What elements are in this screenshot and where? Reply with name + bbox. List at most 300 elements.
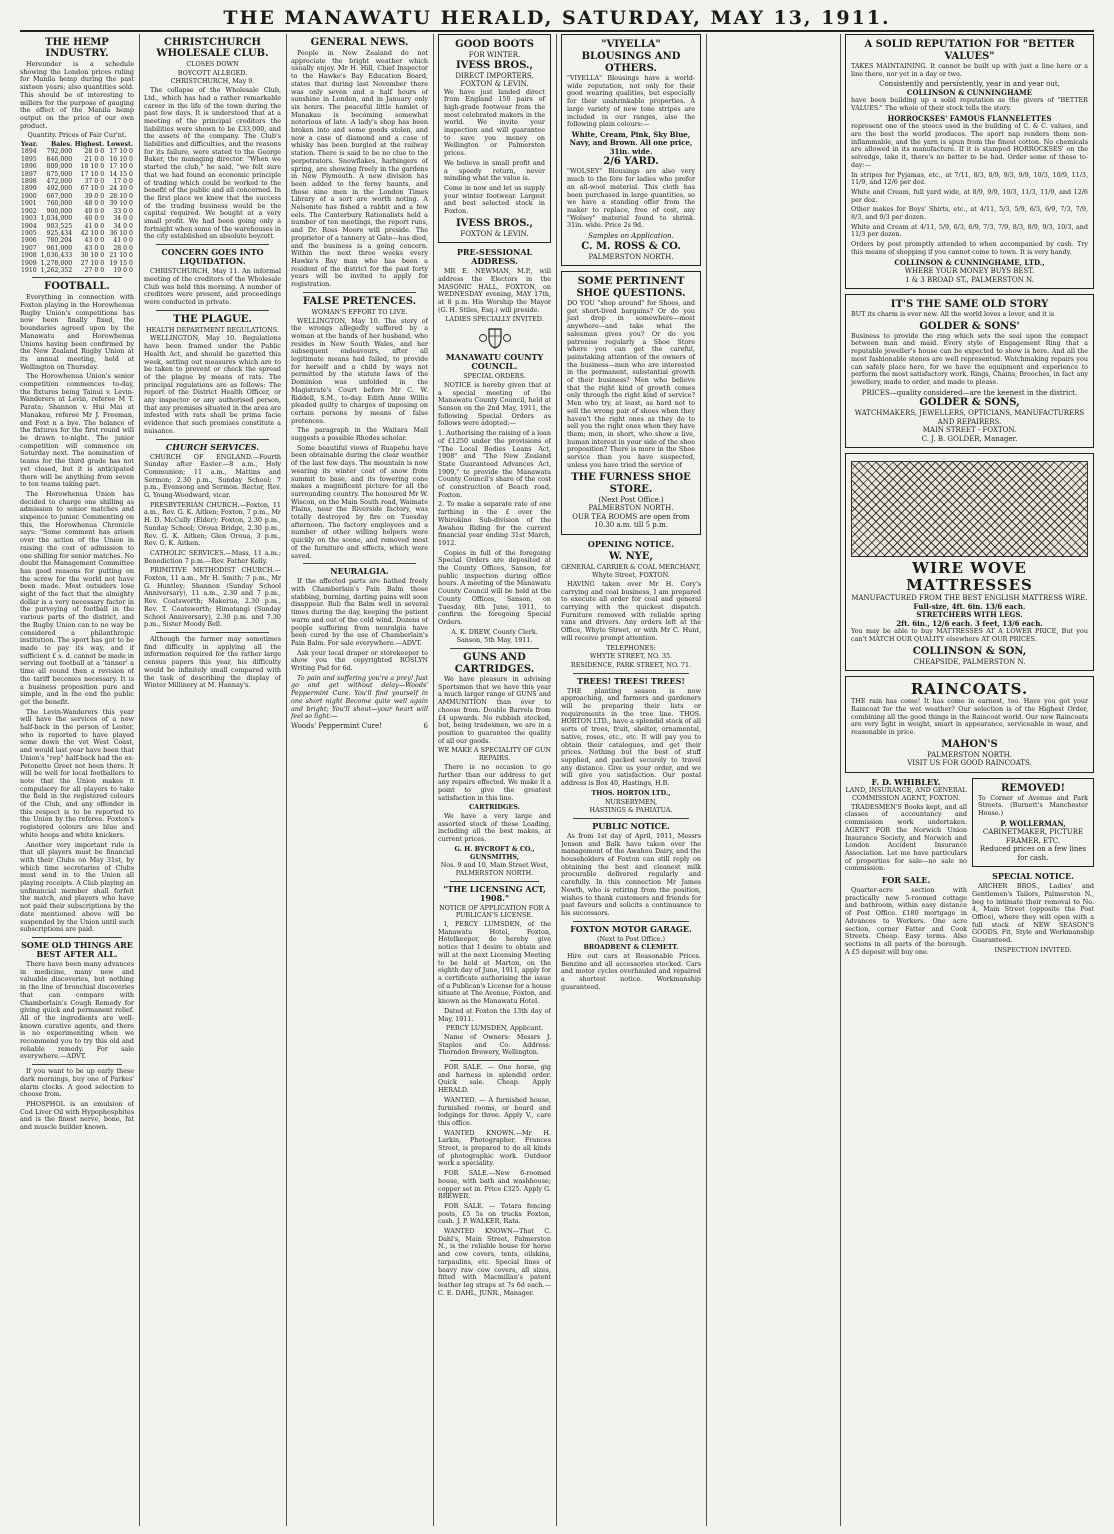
hemp-intro: Hereunder is a schedule showing the London prices ruling for Manila hemp during the past sixteen years; also quantities sold. This should be of interesting to millers for the purpose of gauging the effect of the Manila hemp output on the price of our own product. [20, 60, 134, 130]
football-para: The Horowhenua Union's senior competition commences to-day, the fixtures being Tainui v. Levin-Wanderers at Levin, referee M T. Parata; Shannon v. Hui Mai at Manakau, referee Mr J. Freeman, and Foxt n a bye. The balance of the fixtures for the first round will be drawn to-night. The junior competition will commence on Saturday next. The nomination of teams for the third grade has not yet closed, but it is anticipated there will be anything from seven to ten teams taking part. [20, 372, 134, 489]
removed-heading: REMOVED! [1001, 782, 1065, 794]
alarm-clock-notice: If you want to be up early these dark mornings, buy one of Parkes' alarm clocks. A good selection to choose from. [20, 1067, 134, 1099]
flannelettes-price-list [851, 172, 1088, 240]
general-news-body-2: Some beautiful views of Ruapehu have been obtainable during the clear weather of the last few days. The mountain is now wearing its winter coat of snow from summit to base, and its towering cone makes a magnificent picture for all the surrounding country. The honoured Mr W. Wiscon, on the Main South road, Waimate Plains, near the Riverside factory, was totally destroyed by fire on Tuesday afternoon. The factory employees and a number of other willing helpers were quickly on the scene, and removed most of the furniture and effects, which were saved. [291, 443, 428, 560]
divider [450, 648, 539, 649]
opening-notice-heading: OPENING NOTICE. [587, 538, 675, 549]
trees-body: THE planting season is now approaching, and farmers and gardeners will be preparing their lists or requirements in the tree line. THOS. HORTON LTD., have a splendid stock of all sorts of trees, fruit, shelter, ornamental, native, roses, etc., etc. It will pay you to obtain their catalogues, and get their prices. Nothing but the best of stuff supplied, and packed securely to travel any distance. Give us your order, and we will give you satisfaction. Our postal address is Box 40, Hastings, H.B. [561, 686, 701, 788]
wire-price: Full-size, 4ft. 6in. 13/6 each. [913, 601, 1026, 611]
table-cell: 39 10 0 [109, 200, 133, 208]
false-pretences-heading: FALSE PRETENCES. [302, 295, 417, 307]
for-sale-heading: FOR SALE. [881, 875, 931, 886]
licensing-date: Dated at Foxton the 13th day of May, 1911. [438, 1006, 551, 1023]
table-cell: 903,525 [46, 222, 73, 230]
wollerman-name: P. WOLLERMAN, [1000, 818, 1066, 828]
golder-subhead: WATCHMAKERS, JEWELLERS, OPTICIANS, MANUFACTURERS AND REPAIRERS. [854, 409, 1085, 426]
ross-location: PALMERSTON NORTH. [588, 252, 674, 261]
bottom-ads-row [845, 778, 1094, 959]
general-news-heading: GENERAL NEWS. [310, 37, 409, 48]
column-rule [139, 34, 140, 1526]
old-story-heading: IT'S THE SAME OLD STORY [890, 299, 1049, 311]
table-row [20, 215, 134, 222]
divider [303, 563, 416, 564]
raincoats-body: THE rain has come! It has come in earnest, too. Have you got your Raincoat for the wet weather? Our selection is of the Highest Order, combining all the good things in the Raincoat world. Our new Raincoats are very light in weight, smart in appearance, serviceable in wear, and reasonable in price. [851, 697, 1088, 736]
divider [573, 818, 689, 819]
table-cell: 1906 [21, 237, 37, 245]
garage-body: Hire out cars at Reasonable Prices. Benzine and all accessories stocked. Cars and motor cycles overhauled and repaired a shortest notice. Workmanship guaranteed. [561, 952, 701, 991]
football-para: Everything in connection with Foxton playing in the Horowhenua Rugby Union's competitions has now been finally fixed, the boundaries agreed upon by the Manawatu and Horowhenua Unions having been confirmed by the New Zealand Rugby Union at its annual meeting, held at Wellington on Thursday. [20, 293, 134, 371]
ross-name: C. M. ROSS & CO. [581, 240, 681, 252]
pre-sessional-body: MR E. NEWMAN, M.P., will address the Electors in the MASONIC HALL, FOXTON, on WEDNESDAY evening, MAY 17th, at 8 p.m. His Worship the Mayor (G. H. Stiles, Esq.) will preside. [438, 267, 551, 314]
table-cell: 27 0 0 [84, 266, 105, 274]
table-cell: 900,000 [46, 207, 73, 215]
special-orders-subhead: SPECIAL ORDERS. [463, 372, 526, 381]
wholesale-club-heading: CHRISTCHURCH WHOLESALE CLUB. [156, 37, 269, 59]
football-heading: FOOTBALL. [44, 281, 110, 293]
liquidation-heading: CONCERN GOES INTO LIQUIDATION. [161, 247, 264, 267]
licensing-subhead: NOTICE OF APPLICATION FOR A PUBLICAN'S LICENSE. [439, 903, 550, 920]
column-6 [845, 34, 1094, 1528]
wire-mattress-subhead: MANUFACTURED FROM THE BEST ENGLISH MATTRESS WIRE. [851, 594, 1088, 603]
divider [156, 632, 269, 633]
table-cell: 17 10 0 [80, 170, 105, 178]
stretchers-price: 2ft. 6in., 12/6 each. 3 feet, 13/6 each. [896, 618, 1043, 628]
table-cell: 43 0 0 [84, 244, 105, 252]
ivess-name-2: IVESS BROS., [455, 217, 534, 229]
table-cell: 43 0 0 [84, 237, 105, 245]
hemp-price-table [20, 141, 134, 274]
old-story-body: BUT its charm is ever new. All the world loves a lover, and it is [851, 310, 1055, 319]
table-cell: 49 0 0 [84, 207, 105, 215]
guns-heading: GUNS AND CARTRIDGES. [454, 652, 535, 676]
general-news-body: People in New Zealand do not appreciate the bright weather which usually enjoy. Mr H. Hill, Chief Inspector to the Hawke's Bay Education Board, states that during last November there was only seven and a half hours of sunshine in London, and in January only six hours. The peaceful little hamlet of Manakau is becoming somewhat notorious of late. A lady's shop has been broken into and some goods stolen, and now a case of diamond and a case of whisky has been burgled at the railway station. There is said to be no clue to the perpetrators. Snowflakes, harbingers of spring, are showing freely in the gardens in New Plymouth. A new division has been added to the ferny haunts, and those nine men in the London Times Library of a sort are worth noting. A Nelsonite has fished a rabbit and a few eels. The Canterbury Rationalists held a number of ten meetings, the report runs, and Dr. Ross Moore will preside. The proprietor of a tannery at Gate—has died, and the business is a going concern. Within the next three weeks every Hawke's Bay man who has been a resident of the district for the past forty years will be invited to apply for registration. [291, 49, 428, 289]
football-para: Another very important rule is that all players must be financial with their Clubs on May 31st, by which time secretaries of Clubs must send in to the Union all playing receipts. A Club playing an unfinancial member shall forfeit the match, and players who have not paid their subscriptions by the date mentioned above will be suspended by the Union until such subscriptions are paid. [20, 840, 134, 934]
public-notice-body: As from 1st day of April, 1911, Messrs Jenson and Balk have taken over the management of the Awahou Dairy, and the householders of Foxton can still reply on obtaining the best and cleanest milk procurable delivered regularly and carefully. In this connection Mr James Newth, who is retiring from the position, wishes to thank customers and friends for past favours and solicits a continuance to his successors. [561, 831, 701, 917]
divider [303, 292, 416, 293]
council-order-item: 2. To make a separate rate of one farthing in the £ over the Whirokino Sub-division of the Awahou Riding for the current financial year ending 31st March, 1912. [438, 500, 551, 547]
ivess-location: FOXTON & LEVIN. [460, 80, 529, 88]
flannelettes-body: represent one of the stoocs used in the building of C. & C. values, and are the best the world produces. The sport nap renders them non-inflammable, and the yarn is spun from the finest cotton. No chemicals are allowed in its manufacture. If it is stamped HORROCKSES' on the selvedge, take it, there's no better to be had. Order some of these to-day:— [851, 122, 1088, 169]
special-notice-heading: SPECIAL NOTICE. [992, 871, 1074, 882]
viyella-heading: "VIYELLA" BLOUSINGS AND OTHERS. [581, 39, 681, 74]
reputation-body-2: Consistently and persistently, year in and year out, [879, 80, 1060, 89]
table-row [20, 223, 134, 230]
table-cell: 1894 [21, 148, 37, 156]
cc-ltd-name: COLLINSON & CUNNINGHAME, LTD., [894, 257, 1045, 267]
table-row [20, 185, 134, 192]
classified-ad: WANTED. — A furnished house, furnished rooms, or board and lodgings for three. Apply V., care this office. [438, 1095, 551, 1127]
table-row [20, 156, 134, 163]
column-rule [286, 34, 287, 1526]
wholesale-club-subhead: CLOSES DOWN [186, 60, 239, 68]
pre-sessional-heading: PRE-SESSIONAL ADDRESS. [456, 247, 533, 267]
table-cell: 17 10 0 [109, 163, 133, 171]
flannelettes-heading: HORROCKSES' FAMOUS FLANNELETTES [887, 113, 1052, 123]
raincoats-ad [845, 676, 1094, 773]
whibley-body: TRADESMEN'S Books kept, and all classes of accountancy and commission work undertaken. AGENT FOR the Norwich Union Insurance Society, and Norwich and London Accident Insurance Association. Let me have particulars of properties for sale—no sale no commission. [845, 802, 967, 873]
boots-headline: GOOD BOOTS [455, 39, 534, 50]
cc-address: 1 & 3 BROAD ST., PALMERSTON N. [905, 275, 1034, 284]
telephone-number: RESIDENCE, PARK STREET, NO. 71. [570, 660, 692, 669]
bycroft-name: G. H. BYCROFT & CO., GUNSMITHS, [454, 844, 535, 861]
council-order-item: 1. Authorising the raising of a loan of £1250 under the provisions of "The Local Bodies Loans Act, 1908" and "The New Zealand State Guaranteed Advances Act, 1909," to provide the Manawatu County Council's share of the cost of construction of Beach road, Foxton. [438, 429, 551, 499]
table-row [20, 200, 134, 207]
table-cell: 1896 [21, 163, 37, 171]
table-cell: 792,000 [46, 148, 73, 156]
table-cell: 875,000 [46, 170, 73, 178]
table-cell: 18 10 0 [80, 163, 105, 171]
licensing-body: I, PERCY LUMSDEN, of the Manawatu Hotel, Foxton, Hotelkeeper, do hereby give notice that I desire to obtain and will at the next Licensing Meeting to be held at Marton, on the eighth day of June, 1911, apply for a certificate authorising the issue of a Publican's License for a house situate at The Avenue, Foxton, and known as the Manawatu Hotel. [438, 920, 551, 1006]
table-cell: 1,036,433 [40, 252, 73, 260]
table-header-cell: Highest. [74, 141, 105, 149]
mahons-slogan: VISIT US FOR GOOD RAINCOATS. [907, 759, 1032, 768]
table-row [20, 230, 134, 237]
wollerman-box [972, 778, 1094, 868]
collinson-name: COLLINSON & CUNNINGHAME [906, 87, 1033, 97]
divider [573, 921, 689, 922]
wholesale-club-body: The collapse of the Wholesale Club, Ltd., which has had a rather remarkable career in the life of the town during the past few days. It is understood that at a meeting of the principal creditors the liabilities were shown to be £33,000, and the assets of the company. The Club's liabilities and difficulties, and the reasons for its failure, were stated to the George Baker, the managing director. "When we started the club," he said, "we felt sure that we had found an economic principle of trading which could be worked to the benefit of the public and all concerned. In the first place we knew that the success of the trading business would be the capital required. We bought at a very small profit. We had been going only a fortnight when some of the warehouses in the city established an absolute boycott. [144, 86, 281, 241]
council-orders-list [438, 430, 551, 548]
table-cell: 1903 [21, 215, 37, 223]
woods-cure-label: Woods' Peppermint Cure! [291, 721, 382, 730]
table-cell: 1897 [21, 170, 37, 178]
table-cell: 24 10 0 [109, 185, 133, 193]
table-cell: 925,434 [46, 229, 73, 237]
column-4 [438, 34, 551, 1528]
ivess-location-2: FOXTON & LEVIN. [460, 229, 529, 238]
table-cell: 1,034,000 [40, 215, 73, 223]
table-row [20, 267, 134, 274]
classified-ad: FOR SALE. — Totara fencing posts, £5 5s on trucks Foxton, cash. J. P. WALKER, Rata. [438, 1201, 551, 1226]
ad-number: 6 [423, 721, 428, 730]
classified-ad: WANTED KNOWN.—Mr H. Larkin, Photographer, Frances Street, is prepared to do all kinds of photographic work. Outdoor work a speciality. [438, 1128, 551, 1168]
ivess-subhead: DIRECT IMPORTERS, [455, 71, 534, 80]
table-cell: 36 10 0 [109, 229, 133, 237]
roslyn-pad-notice: Ask your local draper or storekeeper to show you the copyrighted ROSLYN Writing Pad for 6d. [291, 648, 428, 673]
trees-heading: TREES! TREES! TREES! [577, 675, 685, 686]
nye-name: W. NYE, [608, 550, 654, 562]
table-cell: 1901 [21, 200, 37, 208]
inspection-invited: INSPECTION INVITED. [994, 945, 1072, 954]
divider [32, 937, 122, 938]
table-cell: 809,000 [46, 163, 73, 171]
cc-slogan: WHERE YOUR MONEY BUYS BEST. [904, 267, 1035, 276]
table-header-cell: Lowest. [106, 141, 133, 149]
table-cell: 28 10 0 [109, 192, 133, 200]
table-row [20, 193, 134, 200]
presbyterian-church: PRESBYTERIAN CHURCH.—Foxton, 11 a.m., Rev. G. K. Aitken; Foxton, 7 p.m., Mr H. D. McCully (Elder); Foxton, 2.30 p.m., Sunday School; Oroua Bridge, 2.30 p.m., Rev. G. K. Aitken; Glen Oroua, 3 p.m., Rev. G. K. Aitken. [144, 500, 281, 548]
reputation-body: TAKES MAINTAINING. It cannot be built up with just a line here or a line there, nor yet in a day or two. [851, 62, 1088, 78]
stretchers-heading: STRETCHERS WITH LEGS. [916, 610, 1023, 620]
table-row [20, 171, 134, 178]
divider [32, 1064, 122, 1065]
ivess-name: IVESS BROS., [455, 59, 534, 71]
wollerman-body: Reduced prices on a few lines for cash. [979, 845, 1087, 862]
viyella-body: "VIYELLA" Blousings have a world-wide reputation, not only for their good wearing qualities, but especially for their unshrinkable properties. A large variety of new tone stripes are included in our ranges, also the following plain colours:— [567, 74, 695, 129]
table-cell: 1898 [21, 178, 37, 186]
table-cell: 28 0 0 [84, 148, 105, 156]
plague-body: WELLINGTON, May 10. Regulations have been framed under the Public Health Act, and should be gazetted this week, setting out measures which are to be taken to prevent or check the spread of the plague by means of rats. The principal regulations are as follows: The report of the District Health Officer, or any inspector or any authorised person, that any premises situated in the area are infested with rats shall be prima facie evidence that such premises constitute a nuisance. [144, 334, 281, 435]
table-cell: 667,000 [46, 192, 73, 200]
table-cell: 28 0 0 [113, 244, 133, 252]
table-cell: 1899 [21, 185, 37, 193]
classified-ad: WANTED KNOWN—That C. Dahl's, Main Street, Palmerston N., is the reliable house for horse and cow covers, tents, oilskins, tarpaulins, etc. Special lines of heavy raw cow covers, all sizes, fitted with Macmillan's patent leather leg straps at 7s 6d each.—C. E. DAHL, JUNR., Manager. [438, 1227, 551, 1297]
gun-repairs-heading: WE MAKE A SPECIALITY OF GUN REPAIRS. [438, 746, 551, 763]
wire-body: You may be able to buy MATTRESSES AT A LOWER PRICE, But you can't MATCH OUR QUALITY elsewhere AT OUR PRICES. [851, 627, 1088, 643]
table-cell: 41 0 0 [84, 222, 105, 230]
table-cell: 48 0 0 [84, 200, 105, 208]
table-cell: 14 15 0 [109, 170, 133, 178]
samples-note: Samples on Application. [588, 232, 674, 241]
table-row [20, 148, 134, 155]
table-cell: 27 10 0 [80, 259, 105, 267]
shoe-questions-body: DO YOU "shop around" for Shoes, and get short-lived bargains? Or do you just drop in somewhere—most anywhere—and take what the salesman gives you? Or do you patronise regularly a Shoe Store where you can get the careful, painstaking attention of the owners of the business—men who are interested in the permanent, substantial growth of their business? Men who believe that the right kind of growth comes only through the right kind of service? Men who try, at least, as hard not to sell the wrong pair of shoes when they haven't the right ones as they do to sell you the right ones when they have them; men, in short, who show a live, human interest in your side of the shoe proposition? There is more in the Shoe service than you have suspected, unless you have tried the service of [567, 299, 695, 469]
liquidation-body: CHRISTCHURCH, May 11. An informal meeting of the creditors of the Wholesale Club was held this morning. A number of creditors were present, and proceedings were conducted in private. [144, 267, 281, 306]
wire-mattress-ad [845, 453, 1094, 671]
ivess-body: We have just landed direct from England 150 pairs of high-grade footwear from the most celebrated makers in the world. We invite your inspection and will guarantee to save you money on Wellington or Palmerston prices. [444, 87, 545, 158]
table-row [20, 163, 134, 170]
table-cell: 1,278,000 [40, 259, 73, 267]
table-cell: 17 10 0 [109, 148, 133, 156]
old-things-heading: SOME OLD THINGS ARE BEST AFTER ALL. [21, 940, 133, 959]
cartridges-heading: CARTRIDGES. [469, 803, 520, 812]
table-cell: 1910 [21, 266, 37, 274]
whibley-name: F. D. WHIBLEY. [871, 776, 941, 787]
golder-manager: C. J. B. GOLDER, Manager. [921, 434, 1018, 443]
collinson-son-address: CHEAPSIDE, PALMERSTON N. [913, 657, 1026, 666]
bycroft-address: Nos. 9 and 10, Main Street West, PALMERSTON NORTH. [440, 861, 549, 877]
reputation-heading: A SOLID REPUTATION FOR "BETTER VALUES" [864, 39, 1075, 62]
flannelette-price-item: In stripes for Pyjamas, etc., at 7/11, 8/3, 8/9, 9/3, 9/9, 10/3, 10/9, 11/3, 11/9, and 12/6 per doz. [851, 170, 1088, 187]
furness-subhead: (Next Post Office.) [598, 495, 664, 504]
licensing-signature: PERCY LUMSDEN, Applicant. [445, 1024, 544, 1033]
table-row [20, 260, 134, 267]
table-cell: 33 0 0 [113, 207, 133, 215]
classified-ad: FOR SALE.—New 6-roomed house, with bath and washhouse; copper set in. Price £325. Apply G. BREWER. [438, 1169, 551, 1201]
viyella-ad [561, 34, 701, 266]
table-cell: 1907 [21, 244, 37, 252]
furness-shoe-ad [561, 271, 701, 534]
guns-body-2: There is no occasion to go further than our address to get any repairs effected. We make it a point to give the greatest satisfaction in this line. [438, 762, 551, 802]
table-cell: 40 0 0 [84, 215, 105, 223]
woods-signoff [291, 723, 428, 731]
council-body-2: Copies in full of the foregoing Special Orders are deposited at the County Offices, Sanson, for public inspection during office hours. A meeting of the Manawatu County Council will be held at the County Offices, Sanson, on Tuesday, 6th June, 1911, to confirm the foregoing Special Orders. [438, 548, 551, 626]
rhodes-scholar-para: The paragraph in the Waitara Mail suggests a possible Rhodes scholar. [291, 426, 428, 443]
table-cell: 37 0 0 [84, 178, 105, 186]
table-row [20, 237, 134, 244]
licensing-owners: Name of Owners: Messrs J. Staples and Co. Address: Thorndon Brewery, Wellington. [438, 1032, 551, 1057]
flannelette-price-item: Other makes for Boys' Shirts, etc., at 4/11, 5/3, 5/9, 6/3, 6/9, 7/3, 7/9, 8/3, and 9/3 per dozen. [851, 205, 1088, 222]
table-row [20, 245, 134, 252]
divider [156, 244, 269, 245]
whibley-ad [845, 778, 967, 959]
removed-body: To Corner of Avenue and Park Streets. (Burnett's Manchester House.) [978, 793, 1088, 818]
table-cell: 961,000 [46, 244, 73, 252]
horton-name: THOS. HORTON LTD., [591, 788, 671, 797]
table-cell: 34 0 0 [113, 215, 133, 223]
millinery-notice: Although the farmer may sometimes find difficulty in applying all the information required for the rather large census papers this year, his difficulty would be infinitely small compared with the task of describing the display of Winter Millinery at M. Hannay's. [144, 635, 281, 690]
table-cell: 42 10 0 [80, 229, 105, 237]
methodist-church: PRIMITIVE METHODIST CHURCH.—Foxton, 11 a.m., Mr H. Smith; 7 p.m., Mr G. Huntley; Shannon (Sunday School Anniversary), 11 a.m., 2.30 and 7 p.m., Rev. Coatsworth; Makerua, 2.30 p.m., Rev. T. Coatsworth; Himatangi (Sunday School Anniversary), 2.30 p.m. and 7.30 p.m., Sister Moody Bell. [144, 566, 281, 629]
table-cell: 21 0 0 [84, 155, 105, 163]
table-cell: 19 0 0 [113, 266, 133, 274]
county-council-heading: MANAWATU COUNTY COUNCIL. [445, 352, 544, 372]
table-cell: 1895 [21, 155, 37, 163]
cartridges-body: We have a very large and assorted stock of these Loading, including all the best makes, at current prices. [438, 812, 551, 844]
neuralgia-body: If the affected parts are bathed freely with Chamberlain's Pain Balm those stabbing, burning, darting pains will soon disappear. Rub the Balm well in several times during the day, keeping the patient warm and out of the cold wind. Dozens of people suffering from neuralgia have been cured by the use of Chamberlain's Pain Balm. For sale everywhere.—ADVT. [291, 577, 428, 647]
mahons-name: MAHON'S [941, 738, 998, 750]
horton-location: HASTINGS & PAHIATUA. [589, 806, 673, 815]
ivess-body-2: We believe in small profit and a speedy return, never minding what the value is. [444, 158, 545, 183]
viyella-price: 2/6 YARD. [603, 156, 659, 168]
viyella-colours: White, Cream, Pink, Sky Blue, Navy, and Brown. All one price, 31in. wide. [569, 129, 693, 156]
for-sale-body: Quarter-acre section with practically new 5-roomed cottage and bathroom, within easy distance of Post Office. £180 mortgage in Advances to Workers. One acre section, corner Fatter and Cook Streets. Cheap. Easy terms. Also sections in all parts of the borough. A £5 deposit will buy one. [845, 886, 967, 956]
garage-owners: BROADBENT & CLEMETT. [583, 943, 679, 952]
hemp-table-caption: Quantity. Prices of Fair Cur'nt. [27, 131, 127, 140]
church-of-england: CHURCH OF ENGLAND.—Fourth Sunday after Easter.—8 a.m., Holy Communion; 11 a.m., Mattins and Sermon; 2.30 p.m., Sunday School; 7 p.m., Evensong and Sermon. Rector, Rev. G. Young-Woodward, vicar. [144, 452, 281, 500]
table-cell: 34 0 0 [113, 222, 133, 230]
column-5 [561, 34, 701, 1528]
table-cell: 1,262,352 [40, 266, 73, 274]
flannelettes-body-2: Orders by post promptly attended to when accompanied by cash. Try this means of shopping if you cannot come to town. It is very handy. [851, 240, 1088, 256]
council-body: NOTICE is hereby given that at a special meeting of the Manawatu County Council, held at Sanson on the 2nd May, 1911, the following Special Orders as follows were adopted:— [438, 380, 551, 428]
table-row [20, 208, 134, 215]
column-2 [144, 34, 281, 1528]
table-cell: 21 10 0 [109, 252, 133, 260]
table-cell: 472,000 [46, 178, 73, 186]
guns-body: We have pleasure in advising Sportsmen that we have this year a much larger range of GUNS and AMMUNITION than ever to choose from. Double Barrels from £4 upwards. No rubbish stocked, but, being tradesmen, we are in a position to guarantee the quality of all our goods. [438, 675, 551, 745]
table-cell: 1902 [21, 207, 37, 215]
table-cell: 30 10 0 [80, 252, 105, 260]
table-cell: 17 0 0 [113, 178, 133, 186]
wolsey-body: "WOLSEY" Blousings are also very much to the fore for ladies who prefer an all-wool material. This cloth has been purchased in large quantities, so we have a standing offer from the maker to replace, free of cost, any "Wolsey" material found to shrink. 31in. wide. Price 2s 9d. [567, 167, 695, 230]
column-rule [706, 34, 707, 1526]
table-cell: 39 0 0 [84, 192, 105, 200]
column-rule [840, 34, 841, 1526]
special-notice-body: ARCHER BROS., Ladies' and Gentlemen's Tailors, Palmerston N., beg to intimate their removal to No. 4, Main Street (opposite the Post Office), where they will open with a full stock of NEW SEASON'S GOODS. Fit, Style and Workmanship Guaranteed. [972, 882, 1094, 945]
wholesale-club-subhead-2: BOYCOTT ALLEGED. [177, 68, 248, 77]
table-header-cell: Year. [21, 141, 38, 149]
motor-garage-heading: FOXTON MOTOR GARAGE. [570, 923, 692, 934]
golder-sons-ad [845, 294, 1094, 448]
table-cell: 780,204 [46, 237, 73, 245]
golder-name: GOLDER & SONS, [919, 397, 1020, 409]
wire-mattress-heading: WIRE WOVE MATTRESSES [906, 559, 1033, 595]
furness-location: PALMERSTON NORTH. [588, 504, 674, 513]
boots-subhead: FOR WINTER. [468, 51, 521, 59]
ivess-boots-ad [438, 34, 551, 243]
false-pretences-subhead: WOMAN'S EFFORT TO LIVE. [311, 307, 408, 316]
table-cell: 67 10 0 [80, 185, 105, 193]
woods-verse: To pain and suffering you're a prey! Just go and get without delay—Woods' Peppermint Cure. You'll find yourself in one short night Become quite well again and bright; You'll shout—your heart will feel so light:— [291, 673, 428, 721]
table-cell: 16 10 0 [109, 155, 133, 163]
table-cell: 41 0 0 [113, 237, 133, 245]
table-cell: 492,000 [46, 185, 73, 193]
table-cell: 846,000 [46, 155, 73, 163]
table-cell: 1908 [21, 252, 37, 260]
licensing-heading: "THE LICENSING ACT, 1908." [443, 883, 546, 903]
divider [156, 439, 269, 440]
hemp-heading: THE HEMP INDUSTRY. [45, 37, 109, 59]
golder-heading: GOLDER & SONS' [919, 320, 1020, 332]
catholic-services: CATHOLIC SERVICES.—Mass, 11 a.m.; Benediction 7 p.m.—Rev. Father Kelly. [144, 548, 281, 565]
collinson-cunninghame-ad [845, 34, 1094, 289]
plague-subhead: HEALTH DEPARTMENT REGULATIONS. [146, 325, 279, 334]
public-notice-heading: PUBLIC NOTICE. [592, 820, 670, 831]
table-row [20, 252, 134, 259]
table-cell: 19 15 0 [109, 259, 133, 267]
furness-name: THE FURNESS SHOE STORE. [571, 471, 691, 495]
table-cell: 1909 [21, 259, 37, 267]
dateline: CHRISTCHURCH, May 9. [170, 77, 255, 86]
golder-body: Business to provide the ring which sets the seal upon the compact between man and maid. Every style of Engagement Ring that a reputable jeweller's house can be expected to show is here. And all the most fashionable stones are well represented. Watchmaking repairs you can safely place here, for we have the equipment and experience to perform the most satisfactory work. Rings, Chains, Brooches, in fact any jewellery, made to order, and made to please. [851, 331, 1088, 386]
divider [156, 310, 269, 311]
divider [573, 673, 689, 674]
flannelette-price-item: White and Cream, full yard wide, at 8/9, 9/9, 10/3, 11/3, 11/9, and 12/6 per doz. [851, 187, 1088, 204]
table-cell: 1900 [21, 192, 37, 200]
column-1 [20, 34, 134, 1528]
classified-ad: FOR SALE. — One horse, gig and harness in splendid order. Quick sale. Cheap. Apply HERALD. [438, 1063, 551, 1095]
divider [32, 277, 122, 278]
raincoats-heading: RAINCOATS. [910, 680, 1029, 699]
reputation-body-3: have been building up a solid reputation as the givers of "BETTER VALUES." The whole of their stock tells the story. [851, 96, 1088, 113]
phosphol-notice: PHOSPHOL is an emulsion of Cod Liver Oil with Hypophosphites and is the finest nerve, bone, fat and muscle builder known. [20, 1099, 134, 1132]
golder-prices: PRICES—quality considered—are the keenest in the district. [861, 388, 1078, 397]
football-para: The Horowhenua Union has decided to charge one shilling as admission to senior matches and sixpence to junior. Commenting on this, the Horowhenua Chronicle says: "Some comment has arisen over the action of the Union in raising the cost of admission to one shilling for senior matches. No doubt the Management Committee has good reasons for putting on the screw for the world not have been made. Most outsiders lose sight of the fact that the almighty dollar is a very necessary factor in the purveying of football in the various parts of the district, and the Rugby Union can to no way be considered a philanthropic institution. The sport has got to be made to pay its way, and if sufficient £ s. d. cannot be made in serving out football at a 'tanner' a time all round then a revision of the tariff becomes necessary. It is a business proposition pure and simple, and in the end the public get the benefit. [20, 489, 134, 706]
table-cell: 1904 [21, 222, 37, 230]
ladies-invited: LADIES SPECIALLY INVITED. [445, 315, 544, 324]
wire-mesh-illustration [851, 461, 1088, 557]
table-cell: 1905 [21, 229, 37, 237]
telephone-number: WHYTE STREET, NO. 35. [589, 652, 673, 661]
removed-ad [972, 778, 1094, 959]
plague-heading: THE PLAGUE. [173, 313, 252, 325]
coat-of-arms-icon [438, 326, 551, 350]
ivess-body-3: Come in now and let us supply your winter footwear. Largest and best selected stock in Foxton. [444, 183, 545, 216]
masthead: THE MANAWATU HERALD, SATURDAY, MAY 13, 1911. [20, 6, 1094, 32]
council-signature: A. K. DREW, County Clerk. [451, 627, 538, 636]
nye-address: Whyte Street, FOXTON. [592, 571, 670, 580]
column-rule [556, 34, 557, 1526]
church-services-heading: CHURCH SERVICES. [165, 441, 260, 452]
divider [450, 881, 539, 882]
nye-body: HAVING taken over Mr H. Cory's carrying and coal business, I am prepared to execute all order for coal and general carrying with the quickest dispatch. Furniture removed with reliable spring vans and drivers. Any orders left at the Office, Whyte Street, or with Mr C. Hunt, will receive prompt attention. [561, 579, 701, 642]
council-date: Sanson, 5th May, 1911. [456, 636, 533, 645]
whibley-subhead: LAND, INSURANCE, AND GENERAL COMMISSION AGENT, FOXTON. [845, 786, 967, 803]
nye-subhead: GENERAL CARRIER & COAL MERCHANT, [561, 562, 701, 571]
table-header-cell: Bales. [50, 141, 73, 149]
wollerman-subhead: CABINETMAKER, PICTURE FRAMER, ETC. [982, 828, 1084, 845]
table-row [20, 178, 134, 185]
column-3 [291, 34, 428, 1528]
tea-rooms-note: OUR TEA ROOMS are open from 10.30 a.m. till 5 p.m. [572, 512, 690, 530]
old-things-body: There have been many advances in medicine, many new and valuable discoveries, but nothing in the line of bronchial discoveries that can compare with Chamberlain's Cough Remedy for giving quick and permanent relief. All of the ingredients are well-known curative agents, and there is no experimenting when we recommend you to try this old and reliable remedy. For sale everywhere.—ADVT. [20, 960, 134, 1061]
flannelette-price-item: White and Cream at 4/11, 5/9, 6/3, 6/9, 7/3, 7/9, 8/3, 8/9, 9/3, 10/3, and 11/3 per dozen. [851, 222, 1088, 239]
football-para: The Levin-Wanderers this year will have the services of a new half-back in the person of Lester, who is reported to have played some down the vet West Coast, and would last year have been that Union's "rep" half-back had the ex-Petonette Greet not been there. It will be well for local footballers to note that the Union makes it compulsory for all players to take the field in the registered colours of the Club, and any offender in this respect is to be reported to the Union by the referee. Foxton's registered colours are blue and white hoops and white knickers. [20, 707, 134, 839]
motor-garage-subhead: (Next to Post Office.) [597, 934, 665, 943]
golder-address: MAIN STREET - FOXTON. [922, 426, 1017, 435]
shoe-questions-heading: SOME PERTINENT SHOE QUESTIONS. [576, 276, 686, 300]
neuralgia-heading: NEURALGIA. [330, 566, 389, 577]
false-pretences-body: WELLINGTON, May 10. The story of the wrongs allegedly suffered by a woman at the hands of her husband, who resides in New South Wales, and her subsequent endeavours, after all legitimate means had failed, to provide for herself and a child by ways not permitted by the statute laws of the Dominion was unfolded in the Magistrate's Court before Mr C. W. Riddell, S.M., to-day. Edith Anne Willis pleaded guilty to charges of imposing on certain persons by means of false pretences. [291, 316, 428, 425]
telephones-heading: TELEPHONES: [606, 643, 656, 652]
column-rule [433, 34, 434, 1526]
table-cell: 760,000 [46, 200, 73, 208]
divider [450, 1060, 539, 1061]
collinson-son-name: COLLINSON & SON, [912, 645, 1027, 657]
mahons-location: PALMERSTON NORTH. [927, 750, 1012, 759]
horton-subhead: NURSERYMEN, [604, 797, 658, 806]
